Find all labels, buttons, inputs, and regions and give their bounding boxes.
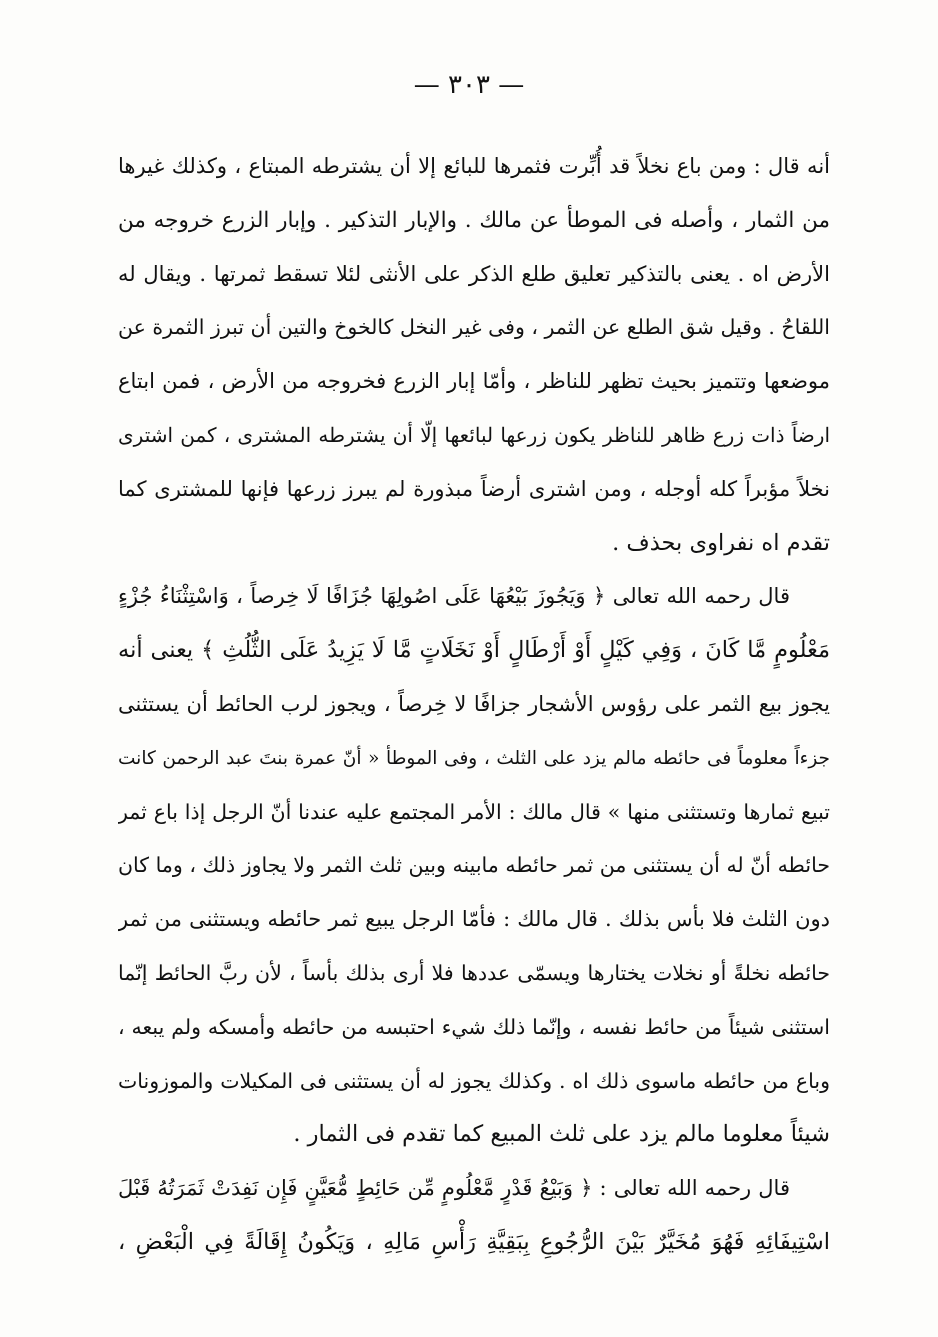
text-line: مَعْلُومٍ مَّا كَانَ ، وَفِي كَيْلٍ أَوْ أَرْطَالٍ أَوْ نَخَلَاتٍ مَّا لَا يَزِيدُ عَلَى الثُّلُثِ ﴾ يعنى أنه <box>118 637 830 664</box>
text-line: اسْتِيفَائِهِ فَهُوَ مُخَيَّرٌ بَيْنَ الرُّجُوعِ بِبَقِيَّةِ رَأْسِ مَالِهِ ، وَيَكُونُ إِقَالَةً فِي الْبَعْضِ ، <box>118 1228 830 1255</box>
text-line: قال رحمه الله تعالى ﴿ وَيَجُوزَ بَيْعُهَا عَلَى اصُولِهَا جُزَافًا لَا خِرصاً ، وَاسْتِثْنَاءُ جُزْءٍ <box>118 584 790 609</box>
text-line: من الثمار ، وأصله فى الموطأ عن مالك . والإبار التذكير . وإبار الزرع خروجه من <box>118 207 830 233</box>
text-line: دون الثلث فلا بأس بذلك . قال مالك : فأمّا الرجل يبيع ثمر حائطه ويستثنى من ثمر <box>118 907 830 932</box>
text-line: حائطه نخلةً أو نخلات يختارها ويسمّى عددها فلا أرى بذلك بأساً ، لأن ربَّ الحائط إنّما <box>118 960 830 985</box>
text-line: حائطه أنّ له أن يستثنى من ثمر حائطه مابينه وبين ثلث الثمر ولا يجاوز ذلك ، وما كان <box>118 853 830 878</box>
text-line: نخلاً مؤبراً كله أوجله ، ومن اشترى أرضاً مبذورة لم يبرز زرعها فإنها للمشترى كما <box>118 476 830 501</box>
text-line: قال رحمه الله تعالى : ﴿ وَبَيْعُ قَدْرٍ مَّعْلُومٍ مِّن حَائِطٍ مُّعَيَّنٍ فَإِن نَفِدَتْ ثَمَرَتُهُ قَبْلَ <box>118 1176 790 1201</box>
text-line: يجوز بيع الثمر على رؤوس الأشجار جزافًا لا خِرصاً ، ويجوز لرب الحائط أن يستثنى <box>118 691 830 716</box>
text-line: موضعها وتتميز بحيث تظهر للناظر ، وأمّا إبار الزرع فخروجه من الأرض ، فمن ابتاع <box>118 369 830 394</box>
text-line: الأرض اه . يعنى بالتذكير تعليق طلع الذكر على الأنثى لئلا تسقط ثمرتها . ويقال له <box>118 261 830 286</box>
text-line: أنه قال : ومن باع نخلاً قد أُبِّرت فثمرها للبائع إلا أن يشترطه المبتاع ، وكذلك غيرها <box>118 154 830 178</box>
text-line: استثنى شيئاً من حائط نفسه ، وإنّما ذلك شيء احتبسه من حائطه وأمسكه ولم يبعه ، <box>118 1014 830 1039</box>
text-line: وباع من حائطه ماسوى ذلك اه . وكذلك يجوز له أن يستثنى فى المكيلات والموزونات <box>118 1068 830 1093</box>
text-line: تقدم اه نفراوى بحذف . <box>612 529 830 556</box>
text-line: جزءاً معلوماً فى حائطه مالم يزد على الثلث ، وفى الموطأ « أنّ عمرة بنتَ عبد الرحمن كانت <box>118 747 830 769</box>
page-number: — ٣٠٣ — <box>413 70 525 100</box>
page-body-text <box>118 140 830 1270</box>
text-line: تبيع ثمارها وتستثنى منها » قال مالك : الأمر المجتمع عليه عندنا أنّ الرجل إذا باع ثمر <box>118 799 830 824</box>
text-line: اللقاحُ . وقيل شق الطلع عن الثمر ، وفى غير النخل كالخوخ والتين أن تبرز الثمرة عن <box>118 315 830 340</box>
text-line: ارضاً ذات زرع ظاهر للناظر يكون زرعها لبائعها إلّا أن يشترطه المشترى ، كمن اشترى <box>118 422 830 447</box>
text-line: شيئاً معلوما مالم يزد على ثلث المبيع كما تقدم فى الثمار . <box>293 1121 830 1148</box>
